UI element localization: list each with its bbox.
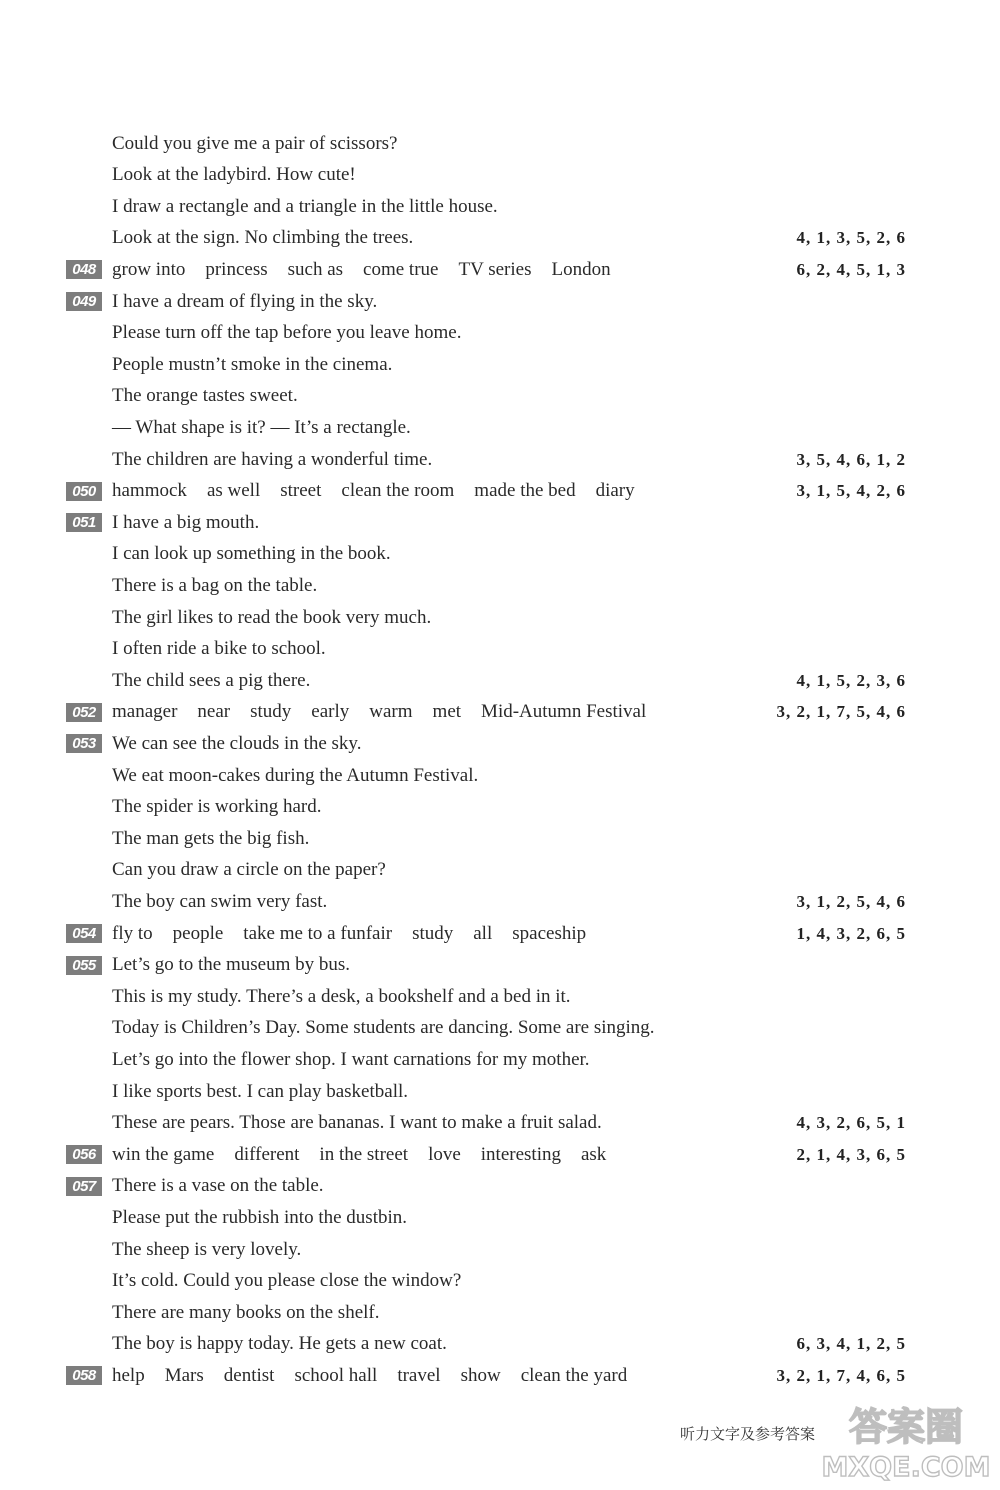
- entry-line: [66, 1329, 906, 1360]
- sentence-text: Let’s go to the museum by bus.: [112, 954, 351, 976]
- vocabulary-term: Mars: [164, 1364, 204, 1386]
- vocabulary-term: study: [412, 922, 454, 944]
- entry-line: [66, 823, 906, 854]
- entry-line: [66, 1013, 906, 1044]
- sentence-text: I often ride a bike to school.: [112, 638, 326, 660]
- vocabulary-term: TV series: [458, 258, 532, 280]
- sentence-text: These are pears. Those are bananas. I want to make a fruit salad.: [112, 1112, 602, 1134]
- entry-line: [66, 223, 906, 254]
- vocabulary-list: [112, 1144, 906, 1166]
- entry-line: [66, 1234, 906, 1265]
- sentence-text: The sheep is very lovely.: [112, 1238, 302, 1260]
- vocabulary-term: London: [551, 258, 611, 280]
- entry-line: [66, 950, 906, 981]
- vocabulary-term: warm: [369, 701, 413, 723]
- vocabulary-term: travel: [397, 1364, 441, 1386]
- sentence-text: The child sees a pig there.: [112, 669, 311, 691]
- entry-line: [66, 128, 906, 159]
- entry-line: [66, 444, 906, 475]
- vocabulary-term: take me to a funfair: [243, 922, 393, 944]
- vocabulary-term: love: [428, 1143, 461, 1165]
- vocabulary-list: [112, 480, 906, 502]
- vocabulary-term: people: [172, 922, 224, 944]
- answer-sequence: 4, 3, 2, 6, 5, 1: [796, 1113, 906, 1133]
- vocabulary-term: interesting: [480, 1143, 561, 1165]
- exercise-number-badge: 051: [66, 513, 102, 532]
- entry-line: [66, 1297, 906, 1328]
- sentence-text: We can see the clouds in the sky.: [112, 732, 362, 754]
- entry-line: [66, 191, 906, 222]
- entry-line: [66, 728, 906, 759]
- answer-sequence: 1, 4, 3, 2, 6, 5: [796, 923, 906, 943]
- sentence-text: Please turn off the tap before you leave home.: [112, 322, 462, 344]
- answer-sequence: 6, 2, 4, 5, 1, 3: [796, 259, 906, 279]
- entry-line: [66, 476, 906, 507]
- entry-line: [66, 634, 906, 665]
- sentence-text: Look at the sign. No climbing the trees.: [112, 227, 414, 249]
- entry-line: [66, 1044, 906, 1075]
- sentence-text: — What shape is it? — It’s a rectangle.: [112, 416, 411, 438]
- sentence-text: Can you draw a circle on the paper?: [112, 859, 386, 881]
- sentence-text: Look at the ladybird. How cute!: [112, 164, 356, 186]
- entry-line: [66, 1139, 906, 1170]
- vocabulary-term: different: [234, 1143, 300, 1165]
- answer-sequence: 4, 1, 3, 5, 2, 6: [796, 228, 906, 248]
- entry-line: [66, 1171, 906, 1202]
- entry-line: [66, 318, 906, 349]
- vocabulary-term: in the street: [319, 1143, 409, 1165]
- sentence-text: The man gets the big fish.: [112, 827, 310, 849]
- sentence-text: I can look up something in the book.: [112, 543, 391, 565]
- answer-sequence: 3, 1, 5, 4, 2, 6: [796, 481, 906, 501]
- exercise-number-badge: 056: [66, 1145, 102, 1164]
- sentence-text: The orange tastes sweet.: [112, 385, 298, 407]
- entry-line: [66, 602, 906, 633]
- answer-sequence: 2, 1, 4, 3, 6, 5: [796, 1144, 906, 1164]
- sentence-text: The children are having a wonderful time.: [112, 448, 433, 470]
- sentence-text: There are many books on the shelf.: [112, 1301, 380, 1323]
- answer-sequence: 3, 2, 1, 7, 4, 6, 5: [776, 1365, 906, 1385]
- entry-line: [66, 570, 906, 601]
- sentence-text: We eat moon-cakes during the Autumn Festival.: [112, 764, 479, 786]
- entry-line: [66, 1360, 906, 1391]
- sentence-text: I have a big mouth.: [112, 511, 260, 533]
- entry-line: [66, 855, 906, 886]
- vocabulary-term: clean the yard: [520, 1364, 628, 1386]
- vocabulary-term: as well: [206, 480, 261, 502]
- exercise-number-badge: 053: [66, 734, 102, 753]
- entry-line: [66, 981, 906, 1012]
- entry-line: [66, 918, 906, 949]
- answer-sequence: 3, 2, 1, 7, 5, 4, 6: [776, 702, 906, 722]
- vocabulary-term: school hall: [294, 1364, 378, 1386]
- entry-line: [66, 412, 906, 443]
- sentence-text: Today is Children’s Day. Some students are dancing. Some are singing.: [112, 1017, 655, 1039]
- vocabulary-term: near: [197, 701, 231, 723]
- sentence-text: There is a vase on the table.: [112, 1175, 324, 1197]
- vocabulary-term: study: [250, 701, 292, 723]
- vocabulary-list: [112, 259, 906, 281]
- vocabulary-term: spaceship: [512, 922, 587, 944]
- entry-line: [66, 1108, 906, 1139]
- entry-line: [66, 507, 906, 538]
- exercise-number-badge: 049: [66, 292, 102, 311]
- sentence-text: I like sports best. I can play basketball.: [112, 1080, 409, 1102]
- entry-line: [66, 1202, 906, 1233]
- sentence-text: Let’s go into the flower shop. I want carnations for my mother.: [112, 1048, 590, 1070]
- vocabulary-term: come true: [363, 258, 439, 280]
- answer-sequence: 3, 1, 2, 5, 4, 6: [796, 891, 906, 911]
- answer-sequence: 3, 5, 4, 6, 1, 2: [796, 449, 906, 469]
- entry-line: [66, 349, 906, 380]
- vocabulary-term: princess: [205, 258, 268, 280]
- vocabulary-term: made the bed: [474, 480, 576, 502]
- vocabulary-term: grow into: [112, 258, 186, 280]
- entry-line: [66, 381, 906, 412]
- vocabulary-term: street: [280, 480, 322, 502]
- sentence-text: The spider is working hard.: [112, 796, 322, 818]
- sentence-text: Could you give me a pair of scissors?: [112, 132, 398, 154]
- sentence-text: It’s cold. Could you please close the window?: [112, 1270, 462, 1292]
- sentence-text: The boy is happy today. He gets a new coat.: [112, 1333, 447, 1355]
- vocabulary-term: dentist: [223, 1364, 275, 1386]
- vocabulary-term: all: [473, 922, 493, 944]
- sentence-text: People mustn’t smoke in the cinema.: [112, 353, 393, 375]
- vocabulary-term: fly to: [112, 922, 153, 944]
- vocabulary-term: hammock: [112, 480, 187, 502]
- entry-line: [66, 1266, 906, 1297]
- exercise-number-badge: 048: [66, 260, 102, 279]
- sentence-text: The boy can swim very fast.: [112, 890, 328, 912]
- sentence-text: The girl likes to read the book very much.: [112, 606, 432, 628]
- entry-line: [66, 886, 906, 917]
- watermark-bottom-text: MXQE.COM: [821, 1452, 991, 1482]
- exercise-number-badge: 050: [66, 482, 102, 501]
- entry-line: [66, 697, 906, 728]
- vocabulary-term: such as: [287, 258, 344, 280]
- entry-line: [66, 1076, 906, 1107]
- vocabulary-term: clean the room: [341, 480, 455, 502]
- vocabulary-term: help: [112, 1364, 145, 1386]
- vocabulary-term: met: [432, 701, 462, 723]
- answer-sequence: 4, 1, 5, 2, 3, 6: [796, 670, 906, 690]
- vocabulary-term: manager: [112, 701, 178, 723]
- vocabulary-term: early: [311, 701, 350, 723]
- vocabulary-term: ask: [580, 1143, 607, 1165]
- exercise-number-badge: 052: [66, 703, 102, 722]
- vocabulary-term: diary: [595, 480, 635, 502]
- exercise-number-badge: 058: [66, 1366, 102, 1385]
- vocabulary-term: Mid-Autumn Festival: [481, 701, 647, 723]
- entry-line: [66, 160, 906, 191]
- watermark-top-text: 答案圈: [848, 1405, 964, 1449]
- vocabulary-term: win the game: [112, 1143, 215, 1165]
- entry-line: [66, 792, 906, 823]
- entry-line: [66, 539, 906, 570]
- entry-line: [66, 665, 906, 696]
- exercise-number-badge: 055: [66, 956, 102, 975]
- entry-line: [66, 286, 906, 317]
- sentence-text: There is a bag on the table.: [112, 574, 318, 596]
- answer-sequence: 6, 3, 4, 1, 2, 5: [796, 1334, 906, 1354]
- footer-label: 听力文字及参考答案: [680, 1425, 816, 1443]
- sentence-text: This is my study. There’s a desk, a bookshelf and a bed in it.: [112, 985, 571, 1007]
- exercise-number-badge: 054: [66, 924, 102, 943]
- entry-line: [66, 760, 906, 791]
- sentence-text: Please put the rubbish into the dustbin.: [112, 1206, 408, 1228]
- vocabulary-list: [112, 923, 906, 945]
- vocabulary-term: show: [460, 1364, 501, 1386]
- sentence-text: I draw a rectangle and a triangle in the little house.: [112, 195, 498, 217]
- sentence-text: I have a dream of flying in the sky.: [112, 290, 378, 312]
- entry-line: [66, 254, 906, 285]
- watermark-logo: [818, 1398, 993, 1482]
- exercise-number-badge: 057: [66, 1177, 102, 1196]
